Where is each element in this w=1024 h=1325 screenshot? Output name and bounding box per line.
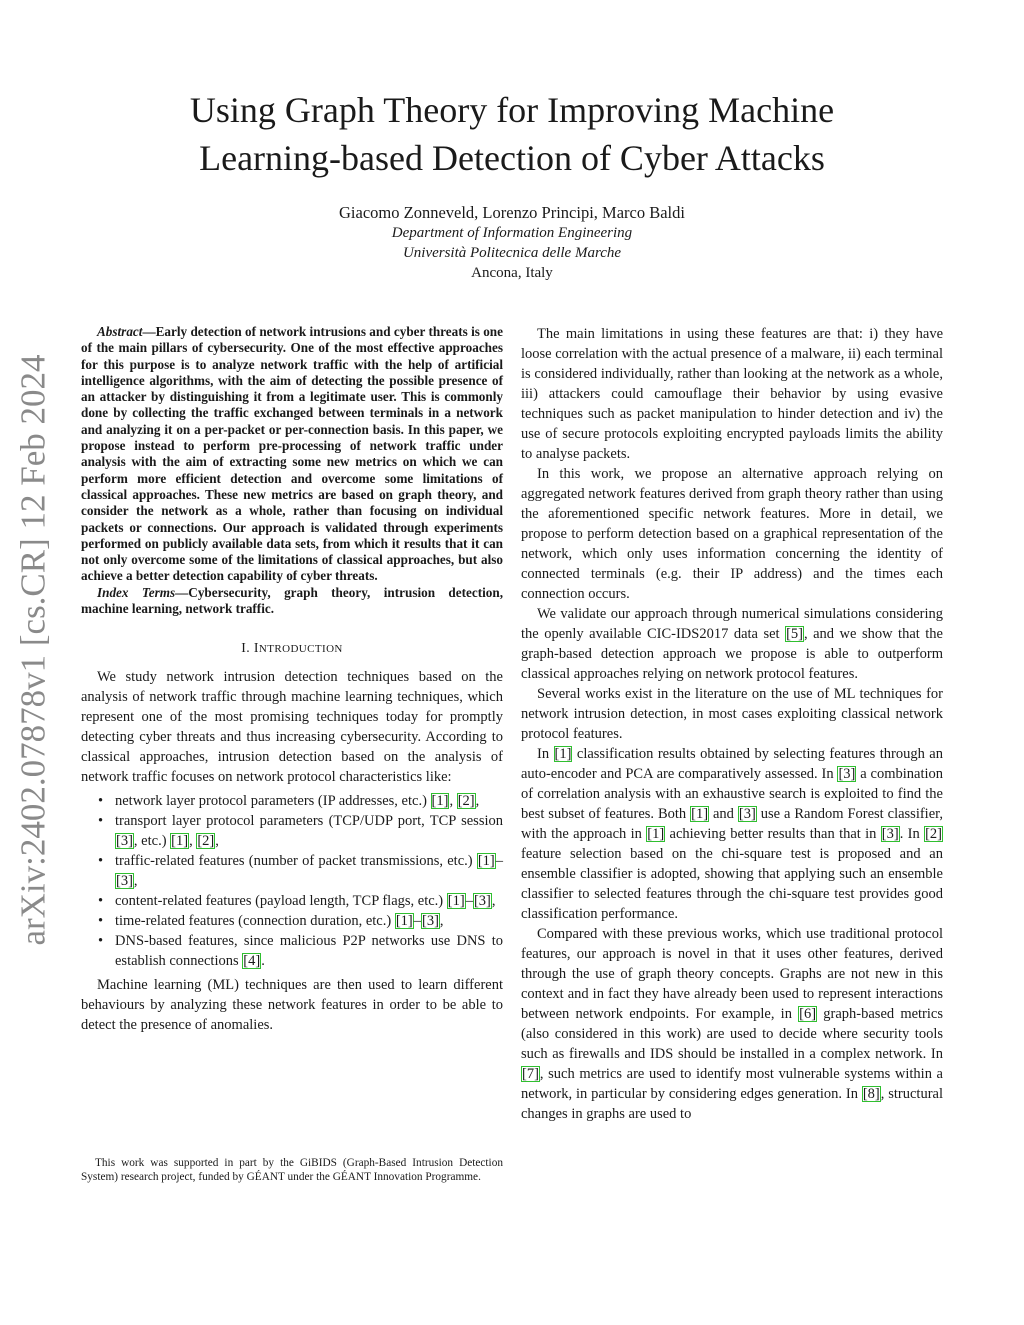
author-names: Giacomo Zonneveld, Lorenzo Principi, Marco Baldi: [339, 203, 685, 222]
citation-link[interactable]: [3]: [421, 913, 439, 930]
citation-link[interactable]: [7]: [522, 1066, 539, 1082]
index-terms-label: Index Terms: [97, 584, 176, 600]
right-paragraph-2: In this work, we propose an alternative approach relying on aggregated network features derived from graph theory rather than using the aforementioned specific network features. More in detail, we propose to perform detection based on a graphical representation of the network, which only uses information concerning the identity of connected terminals (e.g. their IP address) and the times each connection occurs.: [521, 466, 943, 602]
paragraph-text: a combination of correlation analysis with an exhaustive search is exploited to find the best subset of features. Both: [521, 766, 943, 822]
paragraph-text: and: [709, 806, 738, 822]
title-line-1: Using Graph Theory for Improving Machine: [189, 90, 835, 130]
citation-link[interactable]: [3]: [116, 833, 133, 850]
section-heading-introduction: [81, 638, 503, 659]
paragraph-text: , structural changes in graphs are used to: [521, 1086, 943, 1122]
list-item-text: network layer protocol parameters (IP addresses, etc.): [115, 793, 431, 810]
list-item-text: content-related features (payload length, TCP flags, etc.): [115, 893, 447, 910]
arxiv-stamp: arXiv:2402.07878v1 [cs.CR] 12 Feb 2024: [14, 354, 54, 946]
list-item-text: ,: [189, 833, 197, 850]
citation-link[interactable]: [3]: [116, 873, 133, 890]
right-column: [521, 324, 943, 1124]
citation-link[interactable]: [2]: [457, 793, 475, 810]
paragraph-text: classification results obtained by selecting features through an auto-encoder and PCA are comparatively assessed. In: [521, 746, 943, 782]
section-title-initial: I: [253, 640, 259, 656]
paragraph-text: In: [537, 746, 554, 762]
citation-link[interactable]: [1]: [647, 826, 665, 842]
citation-link[interactable]: [2]: [197, 833, 215, 850]
abstract: [81, 324, 503, 585]
list-item-text: DNS-based features, since malicious P2P networks use DNS to establish connections: [115, 933, 503, 970]
list-item: [115, 851, 503, 891]
list-item-text: ,: [133, 873, 138, 890]
list-item: [115, 911, 503, 931]
list-item-text: , etc.): [133, 833, 171, 850]
paragraph-text: Compared with these previous works, which use traditional protocol features, our approach is novel in that it uses other features, derived through the use of graph theory concepts. Graphs are not new in this context and in fact they have already been used to represent interactions between network endpoints. For example, in: [521, 926, 943, 1022]
index-terms: [81, 585, 503, 618]
index-terms-text: —Cybersecurity, graph theory, intrusion detection, machine learning, network traffic.: [81, 584, 503, 617]
right-paragraph-3: [521, 604, 943, 684]
paper-title: [110, 86, 914, 182]
citation-link[interactable]: [5]: [786, 626, 803, 642]
right-paragraph-4: Several works exist in the literature on the use of ML techniques for network intrusion detection, in most cases exploiting classical network protocol features.: [521, 686, 943, 742]
title-line-2: Learning-based Detection of Cyber Attacks: [199, 138, 825, 178]
list-item: [115, 891, 503, 911]
funding-footnote: This work was supported in part by the GiBIDS (Graph-Based Intrusion Detection System) research project, funded by GÉANT under the GÉANT Innovation Programme.: [81, 1157, 503, 1183]
paragraph-text: graph-based metrics (also considered in this work) are used to decide where security tools such as firewalls and IDS should be installed in a complex network. In: [521, 1006, 943, 1062]
affiliation-university: Università Politecnica delle Marche: [402, 245, 622, 261]
citation-link[interactable]: [6]: [799, 1006, 817, 1022]
citation-link[interactable]: [4]: [243, 953, 261, 970]
paragraph-text: , and we show that the graph-based detection approach we propose is able to outperform classical approaches relying on network protocol features.: [521, 626, 943, 682]
list-item-text: ,: [475, 793, 480, 810]
section-number: I.: [241, 640, 254, 656]
abstract-label: Abstract: [97, 324, 143, 339]
author-block: [212, 202, 812, 284]
paragraph-text: We validate our approach through numerical simulations considering the openly available CIC-IDS2017 data set: [521, 606, 943, 642]
list-item-text: ,: [215, 833, 219, 850]
list-item-text: transport layer protocol parameters (TCP/UDP port, TCP session: [115, 813, 503, 830]
left-column: [81, 324, 503, 1035]
citation-link[interactable]: [1]: [691, 806, 709, 822]
citation-link[interactable]: [1]: [431, 793, 449, 810]
citation-link[interactable]: [3]: [881, 826, 899, 842]
right-paragraph-6: [521, 924, 943, 1124]
list-item-text: ,: [449, 793, 457, 810]
citation-link[interactable]: [3]: [473, 893, 491, 910]
paragraph-text: . In: [899, 826, 925, 842]
list-item-text: –: [465, 893, 473, 910]
citation-link[interactable]: [1]: [395, 913, 413, 930]
citation-link[interactable]: [3]: [738, 806, 756, 822]
paragraph-text: use a Random Forest classifier, with the approach in: [521, 806, 944, 842]
list-item-text: –: [495, 853, 503, 870]
list-item-text: ,: [439, 913, 444, 930]
section-title-rest: NTRODUCTION: [258, 643, 343, 656]
list-item-text: –: [413, 913, 421, 930]
list-item: [115, 791, 503, 811]
citation-link[interactable]: [1]: [171, 833, 189, 850]
feature-list: [81, 791, 503, 971]
citation-link[interactable]: [8]: [862, 1086, 880, 1102]
intro-paragraph-1: We study network intrusion detection techniques based on the analysis of network traffic through machine learning techniques, which represent one of the most promising techniques today for promptly detecting cyber threats and thus increasing cybersecurity. According to classical approaches, intrusion detection based on the analysis of network traffic focuses on network protocol characteristics like:: [81, 669, 503, 786]
list-item-text: time-related features (connection duration, etc.): [115, 913, 395, 930]
affiliation-department: Department of Information Engineering: [391, 225, 633, 241]
list-item-text: .: [261, 953, 265, 970]
list-item: [115, 931, 503, 971]
affiliation-place: Ancona, Italy: [471, 265, 553, 281]
right-paragraph-5: [521, 744, 943, 924]
intro-paragraph-2: Machine learning (ML) techniques are then used to learn different behaviours by analyzing these network features in order to be able to detect the presence of anomalies.: [81, 977, 503, 1034]
abstract-text: —Early detection of network intrusions and cyber threats is one of the main pillars of cybersecurity. One of the most effective approaches for this purpose is to analyze network traffic with the help of artificial intelligence algorithms, with the aim of detecting the possible presence of an attacker by distinguishing it from a legitimate user. This is commonly done by collecting the traffic exchanged between terminals in a network and analyzing it on a per-packet or per-connection basis. In this paper, we propose instead to perform pre-processing of network traffic under analysis with the aim of extracting some new metrics on which we can perform more efficient detection and overcome some limitations of classical approaches. These new metrics are based on graph theory, and consider the network as a whole, rather than focusing on individual packets or connections. Our approach is validated through experiments performed on publicly available data sets, from which it results that it can not only overcome some of the limitations of classical approaches, but also achieve a better detection capability of cyber threats.: [81, 324, 503, 584]
citation-link[interactable]: [1]: [477, 853, 495, 870]
paragraph-text: achieving better results than that in: [665, 826, 881, 842]
list-item: [115, 811, 503, 851]
list-item-text: traffic-related features (number of packet transmissions, etc.): [115, 853, 477, 870]
paragraph-text: , such metrics are used to identify most vulnerable systems within a network, in particular by considering edges generation. In: [521, 1066, 943, 1102]
citation-link[interactable]: [3]: [838, 766, 856, 782]
right-paragraph-1: The main limitations in using these features are that: i) they have loose correlation with the actual presence of a malware, ii) each terminal is considered individually, rather than looking at the network as a whole, iii) attackers could camouflage their behavior by using evasive techniques such as packet manipulation to hinder detection and iv) the use of secure protocols exploiting encrypted payloads limits the ability to analyse packets.: [521, 326, 943, 462]
list-item-text: ,: [491, 893, 496, 910]
paragraph-text: feature selection based on the chi-square test is proposed and an ensemble classifier is adopted, showing that applying such an ensemble classifier to selected features through the chi-square test provides good classification performance.: [521, 846, 943, 922]
arxiv-stamp-area: [12, 350, 56, 950]
citation-link[interactable]: [2]: [925, 826, 942, 842]
citation-link[interactable]: [1]: [447, 893, 465, 910]
citation-link[interactable]: [1]: [554, 746, 572, 762]
